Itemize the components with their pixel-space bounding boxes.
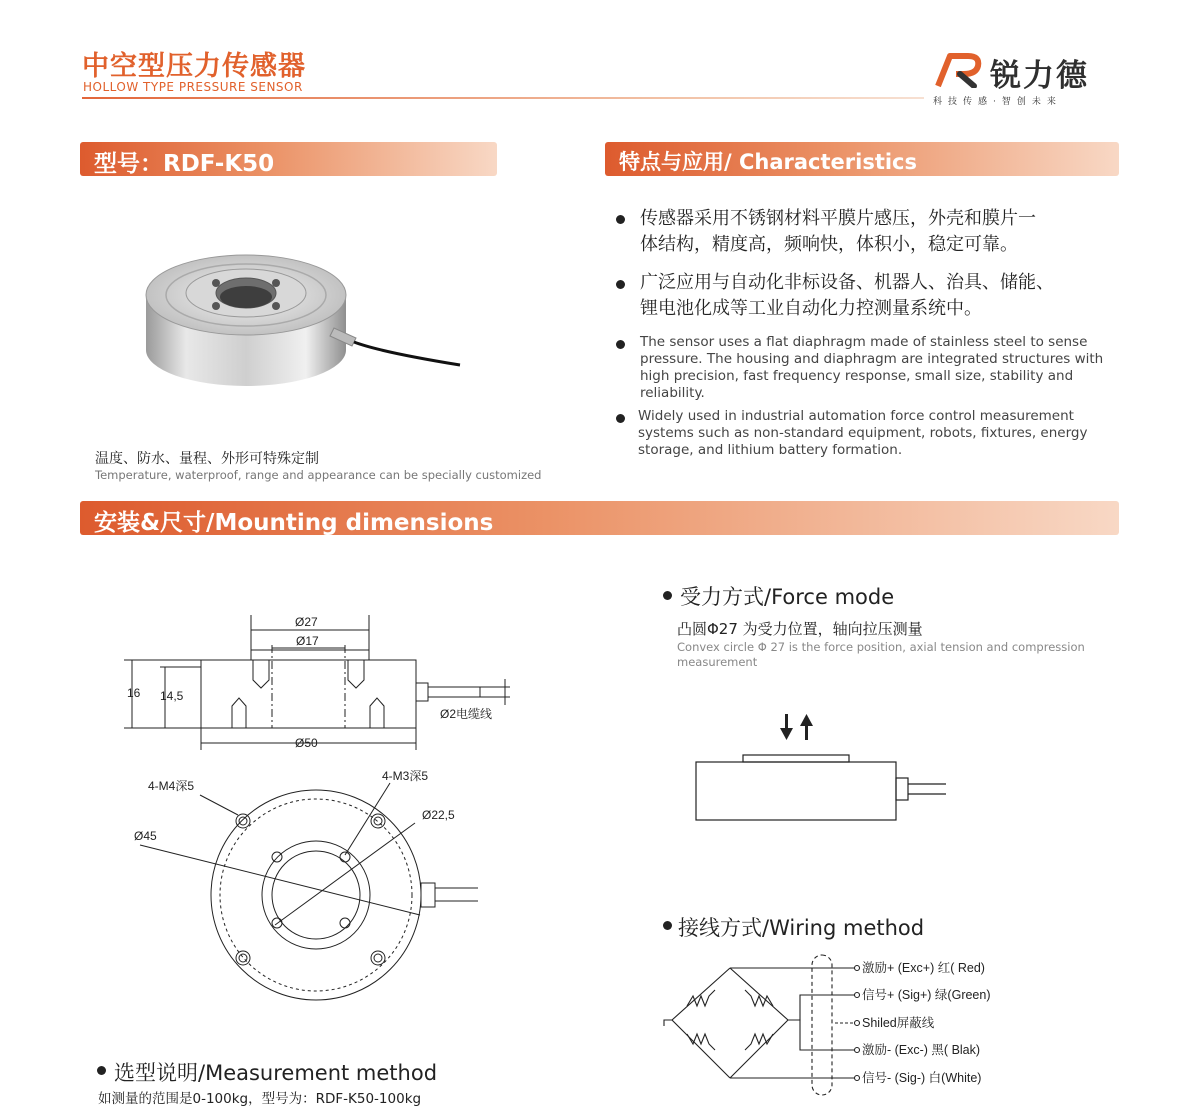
feature-en-1-line-1: The sensor uses a flat diaphragm made of stainless steel to sense bbox=[640, 334, 1088, 350]
model-label: 型号：RDF-K50 bbox=[94, 151, 275, 177]
force-mode-en-line-1: Convex circle Φ 27 is the force position, axial tension and compression bbox=[677, 640, 1085, 654]
features-label: 特点与应用/ Characteristics bbox=[619, 150, 918, 174]
wiring-heading: 接线方式/Wiring method bbox=[678, 916, 925, 940]
feature-bullet bbox=[616, 414, 625, 423]
wire-sig-plus: 信号+ (Sig+) 绿(Green) bbox=[862, 988, 991, 1002]
page-title: 中空型压力传感器 bbox=[82, 51, 306, 82]
feature-zh-1-line-2: 体结构，精度高，频响快，体积小，稳定可靠。 bbox=[640, 234, 1018, 255]
wiring-bullet bbox=[663, 921, 672, 930]
feature-en-2-line-2: systems such as non-standard equipment, robots, fixtures, energy bbox=[638, 425, 1088, 441]
dimension-drawing bbox=[110, 605, 530, 1005]
feature-en-1-line-2: pressure. The housing and diaphragm are integrated structures with bbox=[640, 351, 1104, 367]
dim-m3: 4-M3深5 bbox=[382, 769, 429, 783]
force-mode-bullet bbox=[663, 591, 672, 600]
feature-en-1-line-4: reliability. bbox=[640, 385, 705, 401]
mounting-label: 安装&尺寸/Mounting dimensions bbox=[94, 510, 494, 536]
custom-note-zh: 温度、防水、量程、外形可特殊定制 bbox=[95, 451, 319, 467]
feature-zh-2-line-1: 广泛应用与自动化非标设备、机器人、治具、储能、 bbox=[640, 272, 1054, 293]
page-subtitle: HOLLOW TYPE PRESSURE SENSOR bbox=[83, 80, 303, 94]
product-photo bbox=[130, 240, 470, 410]
mounting-bar bbox=[80, 501, 1119, 535]
force-mode-en-line-2: measurement bbox=[677, 655, 758, 669]
feature-en-2-line-1: Widely used in industrial automation force control measurement bbox=[638, 408, 1074, 424]
force-mode-heading: 受力方式/Force mode bbox=[680, 585, 895, 609]
features-bar bbox=[605, 142, 1119, 176]
force-arrows-icon bbox=[780, 714, 813, 740]
dim-cable: Ø2电缆线 bbox=[440, 707, 493, 721]
feature-bullet bbox=[616, 340, 625, 349]
measurement-bullet bbox=[97, 1066, 106, 1075]
feature-en-2-line-3: storage, and lithium battery formation. bbox=[638, 442, 903, 458]
force-mode-zh: 凸圆Φ27 为受力位置，轴向拉压测量 bbox=[677, 620, 923, 638]
wiring-diagram bbox=[660, 950, 1020, 1100]
header-divider bbox=[82, 97, 924, 99]
brand-slogan: 科技传感·智创未来 bbox=[933, 97, 1062, 107]
measurement-text: 如测量的范围是0-100kg，型号为：RDF-K50-100kg bbox=[98, 1091, 422, 1107]
dim-d50: Ø50 bbox=[295, 736, 318, 750]
dim-m4: 4-M4深5 bbox=[148, 779, 195, 793]
dim-d45: Ø45 bbox=[134, 829, 157, 843]
wire-exc-plus: 激励+ (Exc+) 红( Red) bbox=[862, 961, 985, 975]
dim-d27: Ø27 bbox=[295, 615, 318, 629]
custom-note-en: Temperature, waterproof, range and appearance can be specially customized bbox=[95, 468, 542, 482]
brand-name: 锐力德 bbox=[990, 58, 1089, 94]
measurement-heading: 选型说明/Measurement method bbox=[114, 1061, 438, 1085]
feature-zh-1-line-1: 传感器采用不锈钢材料平膜片感压，外壳和膜片一 bbox=[640, 208, 1036, 229]
feature-bullet bbox=[616, 280, 625, 289]
dim-d17: Ø17 bbox=[296, 634, 319, 648]
wire-shield: Shiled屏蔽线 bbox=[862, 1016, 935, 1030]
dim-h16: 16 bbox=[127, 686, 141, 700]
wire-sig-minus: 信号- (Sig-) 白(White) bbox=[862, 1071, 982, 1085]
feature-en-1-line-3: high precision, fast frequency response, small size, stability and bbox=[640, 368, 1074, 384]
wire-exc-minus: 激励- (Exc-) 黑( Blak) bbox=[862, 1043, 981, 1057]
brand-logo-icon bbox=[934, 52, 986, 88]
dim-h14-5: 14,5 bbox=[160, 689, 184, 703]
feature-bullet bbox=[616, 215, 625, 224]
dim-d22-5: Ø22,5 bbox=[422, 808, 455, 822]
model-bar bbox=[80, 142, 497, 176]
feature-zh-2-line-2: 锂电池化成等工业自动化力控测量系统中。 bbox=[640, 298, 982, 319]
force-mode-diagram bbox=[690, 710, 960, 825]
